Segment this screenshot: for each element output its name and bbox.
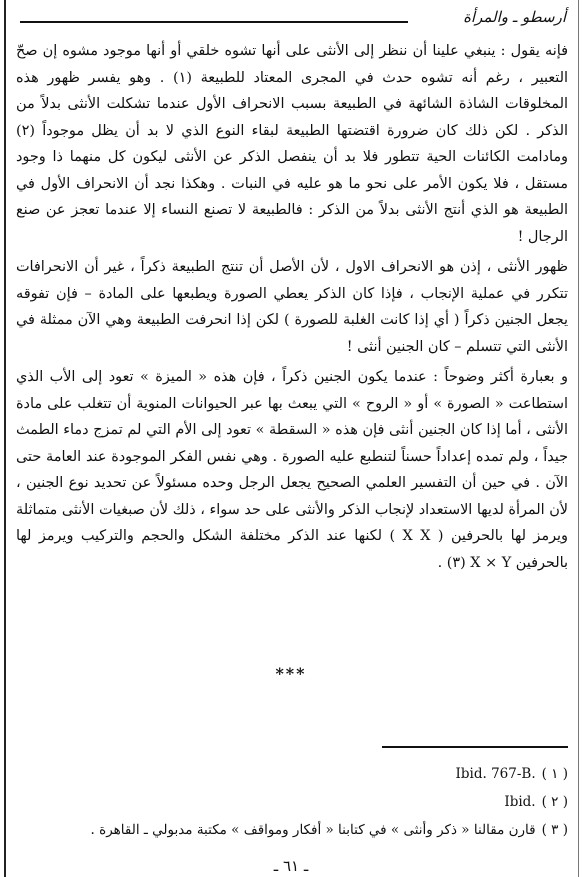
footnote-text: Ibid. 767-B. — [455, 766, 536, 782]
page-left-edge — [4, 0, 6, 877]
footnote-number: ( ٢ ) — [541, 794, 568, 810]
header-rule — [20, 21, 408, 23]
section-separator: *** — [275, 664, 307, 683]
footnote-number: ( ١ ) — [541, 766, 568, 782]
running-title: أرسطو ـ والمرأة — [463, 8, 566, 26]
footnote-number: ( ٣ ) — [541, 822, 568, 838]
footnote-3 — [16, 816, 568, 844]
footnote-rule — [382, 746, 568, 748]
page-number: ـ ٦١ ـ — [273, 857, 309, 875]
body-text — [16, 38, 568, 580]
page-right-edge — [578, 0, 579, 877]
footnote-1 — [16, 760, 568, 788]
paragraph-1: فإنه يقول : ينبغي علينا أن ننظر إلى الأنثى على أنها تشوه خلقي أو أنها موجود مشوه إن صحّ التعبير ، رغم أنه تشوه حدث في المجرى المعتاد للطبيعة (١) . وهو يفسر ظهور هذه المخلوقات الشاذة الشائهة في الطبيعة بسبب الانحراف الأول عندما تشكلت الأنثى بدلاً من الذكر . لكن ذلك كان ضرورة اقتضتها الطبيعة لبقاء النوع الذي لا بد أن يظل موجوداً (٢) ومادامت الكائنات الحية تتطور فلا بد أن ينفصل الذكر عن الأنثى ليكون كل منهما ذا وجود مستقل ، فلا يكون الأمر على نحو ما هو عليه في النبات . وهكذا نجد أن الانحراف الأول في الطبيعة هو الذي أنتج الأنثى بدلاً من الذكر : فالطبيعة لا تصنع النساء إلا عندما تعجز عن صنع الرجال ! — [16, 43, 568, 245]
running-header — [20, 8, 568, 30]
footnote-text: قارن مقالنا « ذكر وأنثى » في كتابنا « أفكار ومواقف » مكتبة مدبولي ـ القاهرة . — [90, 822, 536, 838]
footnote-2 — [16, 788, 568, 816]
footnote-text: Ibid. — [504, 794, 536, 810]
paragraph-2: ظهور الأنثى ، إذن هو الانحراف الاول ، لأن الأصل أن تنتج الطبيعة ذكراً ، غير أن الانحرافات تتكرر في عملية الإنجاب ، فإذا كان الذكر يعطي الصورة ويطبعها على المادة – فإن تفوقه يجعل الجنين ذكراً ( أي إذا كانت الغلبة للصورة ) لكن إذا انحرفت الطبيعة وهي الآن ممثلة في الأنثى التي تتسلم – كان الجنين أنثى ! — [16, 259, 568, 355]
footnotes — [16, 760, 568, 844]
paragraph-3: و بعبارة أكثر وضوحاً : عندما يكون الجنين ذكراً ، فإن هذه « الميزة » تعود إلى الأب الذي استطاعت « الصورة » أو « الروح » التي يبعث بها عبر الحيوانات المنوية أن تتغلب على مادة الأنثى ، أما إذا كان الجنين أنثى فإن هذه « السقطة » تعود إلى الأم التي لم تمزج دماء الطمث جيداً ، ولم تمده إعداداً حسناً لتنطبع عليه الصورة . وهي نفس الفكر الموجودة عند العامة حتى الآن . في حين أن التفسير العلمي الصحيح يجعل الرجل وحده مسئولاً عن تحديد نوع الجنين ، لأن المرأة لديها الاستعداد لإنجاب الذكر والأنثى على حد سواء ، ذلك لأن صبغيات الأنثى متماثلة ويرمز لها بالحرفين ( X X ) لكنها عند الذكر مختلفة الشكل والحجم والتركيب ويرمز لها بالحرفين X × Y (٣) . — [16, 369, 568, 571]
